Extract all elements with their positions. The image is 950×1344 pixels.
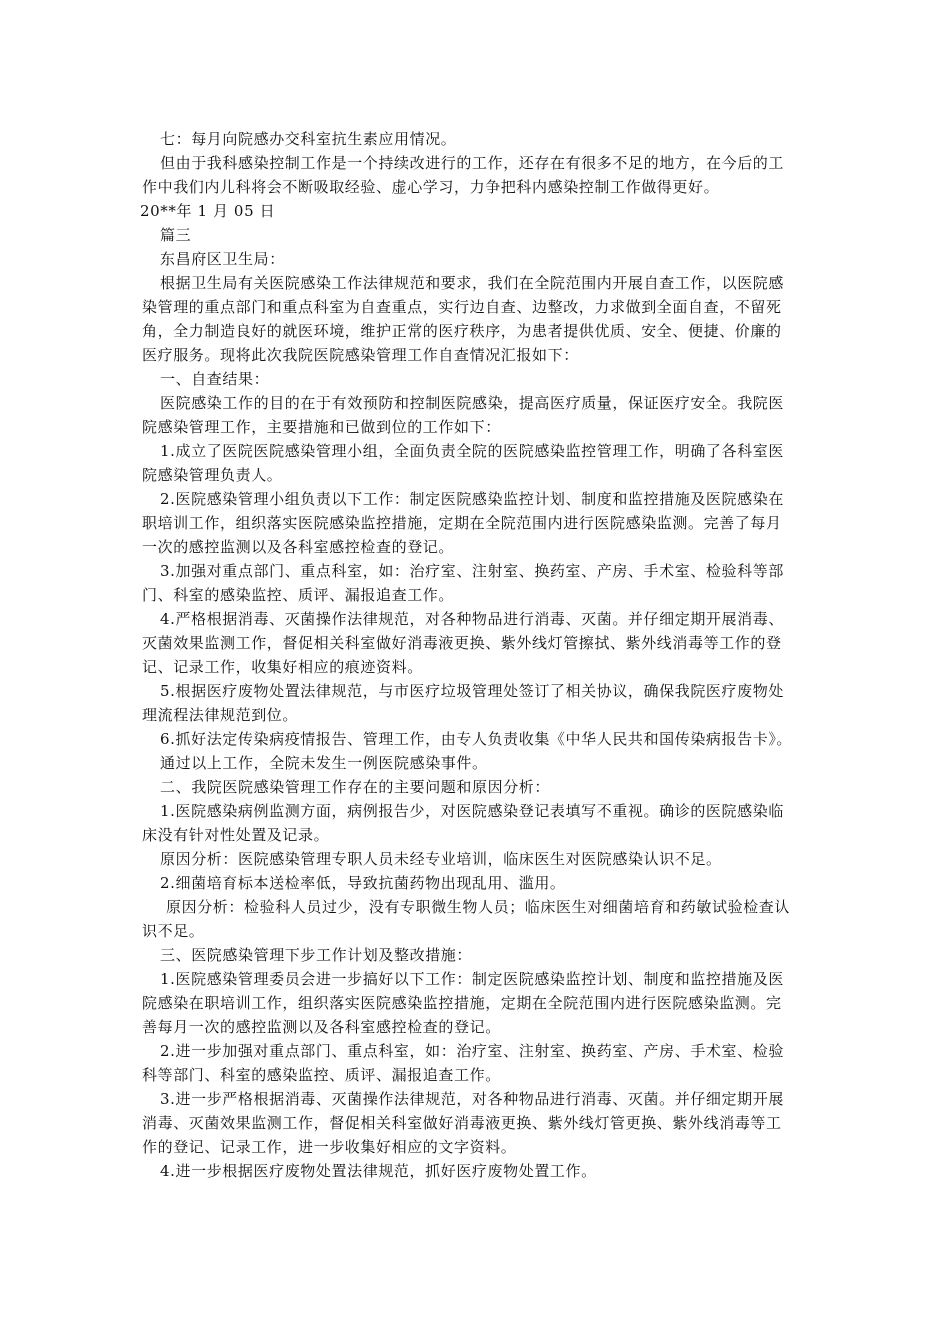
text-line: 3.进一步严格根据消毒、灭菌操作法律规范，对各种物品进行消毒、灭菌。并仔细定期开展 (160, 1090, 784, 1108)
text-line: 4.进一步根据医疗废物处置法律规范，抓好医疗废物处置工作。 (160, 1162, 597, 1180)
text-line: 3.加强对重点部门、重点科室，如：治疗室、注射室、换药室、产房、手术室、检验科等部 (160, 562, 784, 580)
text-line: 通过以上工作，全院未发生一例医院感染事件。 (160, 754, 488, 772)
text-line: 识不足。 (142, 922, 205, 940)
text-line: 作中我们内儿科将会不断吸取经验、虚心学习，力争把科内感染控制工作做得更好。 (142, 178, 720, 196)
text-line: 善每月一次的感控监测以及各科室感控检查的登记。 (142, 1018, 501, 1036)
text-line: 1.成立了医院医院感染管理小组，全面负责全院的医院感染监控管理工作，明确了各科室医 (160, 442, 784, 460)
text-line: 根据卫生局有关医院感染工作法律规范和要求，我们在全院范围内开展自查工作，以医院感 (160, 274, 785, 292)
text-line: 20**年 1 月 05 日 (140, 202, 276, 220)
text-line: 1.医院感染管理委员会进一步搞好以下工作：制定医院感染监控计划、制度和监控措施及医 (160, 970, 784, 988)
text-line: 记、记录工作，收集好相应的痕迹资料。 (142, 658, 423, 676)
text-line: 东昌府区卫生局： (160, 250, 285, 268)
text-line: 作的登记、记录工作，进一步收集好相应的文字资料。 (142, 1138, 517, 1156)
text-line: 门、科室的感染监控、质评、漏报追查工作。 (142, 586, 455, 604)
text-line: 一、自查结果： (160, 370, 270, 388)
text-line: 篇三 (160, 226, 192, 244)
text-line: 院感染管理负责人。 (142, 466, 283, 484)
text-line: 三、医院感染管理下步工作计划及整改措施： (160, 946, 473, 964)
text-line: 床没有针对性处置及记录。 (142, 826, 330, 844)
document-body (142, 127, 810, 1183)
text-line: 职培训工作，组织落实医院感染监控措施，定期在全院范围内进行医院感染监测。完善了每月 (142, 514, 782, 532)
text-line: 医院感染工作的目的在于有效预防和控制医院感染，提高医疗质量，保证医疗安全。我院医 (160, 394, 785, 412)
text-line: 染管理的重点部门和重点科室为自查重点，实行边自查、边整改，力求做到全面自查，不留死 (142, 298, 782, 316)
text-line: 2.医院感染管理小组负责以下工作：制定医院感染监控计划、制度和监控措施及医院感染在 (160, 490, 784, 508)
text-line: 消毒、灭菌效果监测工作，督促相关科室做好消毒液更换、紫外线灯管更换、紫外线消毒等工 (142, 1114, 782, 1132)
text-line: 2.细菌培育标本送检率低，导致抗菌药物出现乱用、滥用。 (160, 874, 566, 892)
text-line: 6.抓好法定传染病疫情报告、管理工作，由专人负责收集《中华人民共和国传染病报告卡》。 (160, 730, 793, 748)
text-line: 院感染管理工作，主要措施和已做到位的工作如下： (142, 418, 501, 436)
text-line: 但由于我科感染控制工作是一个持续改进行的工作，还存在有很多不足的地方，在今后的工 (160, 154, 785, 172)
text-line: 5.根据医疗废物处置法律规范，与市医疗垃圾管理处签订了相关协议，确保我院医疗废物处 (160, 682, 784, 700)
text-line: 原因分析：医院感染管理专职人员未经专业培训，临床医生对医院感染认识不足。 (160, 850, 722, 868)
text-line: 二、我院医院感染管理工作存在的主要问题和原因分析： (160, 778, 551, 796)
text-line: 4.严格根据消毒、灭菌操作法律规范，对各种物品进行消毒、灭菌。并仔细定期开展消毒、 (160, 610, 784, 628)
text-line: 一次的感控监测以及各科室感控检查的登记。 (142, 538, 455, 556)
text-line: 1.医院感染病例监测方面，病例报告少，对医院感染登记表填写不重视。确诊的医院感染临 (160, 802, 784, 820)
text-line: 院感染在职培训工作，组织落实医院感染监控措施，定期在全院范围内进行医院感染监测。完 (142, 994, 782, 1012)
text-line: 医疗服务。现将此次我院医院感染管理工作自查情况汇报如下： (142, 346, 579, 364)
text-line: 灭菌效果监测工作，督促相关科室做好消毒液更换、紫外线灯管擦拭、紫外线消毒等工作的登 (142, 634, 782, 652)
text-line: 角，全力制造良好的就医环境，维护正常的医疗秩序，为患者提供优质、安全、便捷、价廉的 (142, 322, 782, 340)
text-line: 2.进一步加强对重点部门、重点科室，如：治疗室、注射室、换药室、产房、手术室、检验 (160, 1042, 784, 1060)
text-line: 七：每月向院感办交科室抗生素应用情况。 (160, 130, 457, 148)
text-line: 原因分析：检验科人员过少，没有专职微生物人员；临床医生对细菌培育和药敏试验检查认 (166, 898, 791, 916)
text-line: 理流程法律规范到位。 (142, 706, 299, 724)
text-line: 科等部门、科室的感染监控、质评、漏报追查工作。 (142, 1066, 501, 1084)
